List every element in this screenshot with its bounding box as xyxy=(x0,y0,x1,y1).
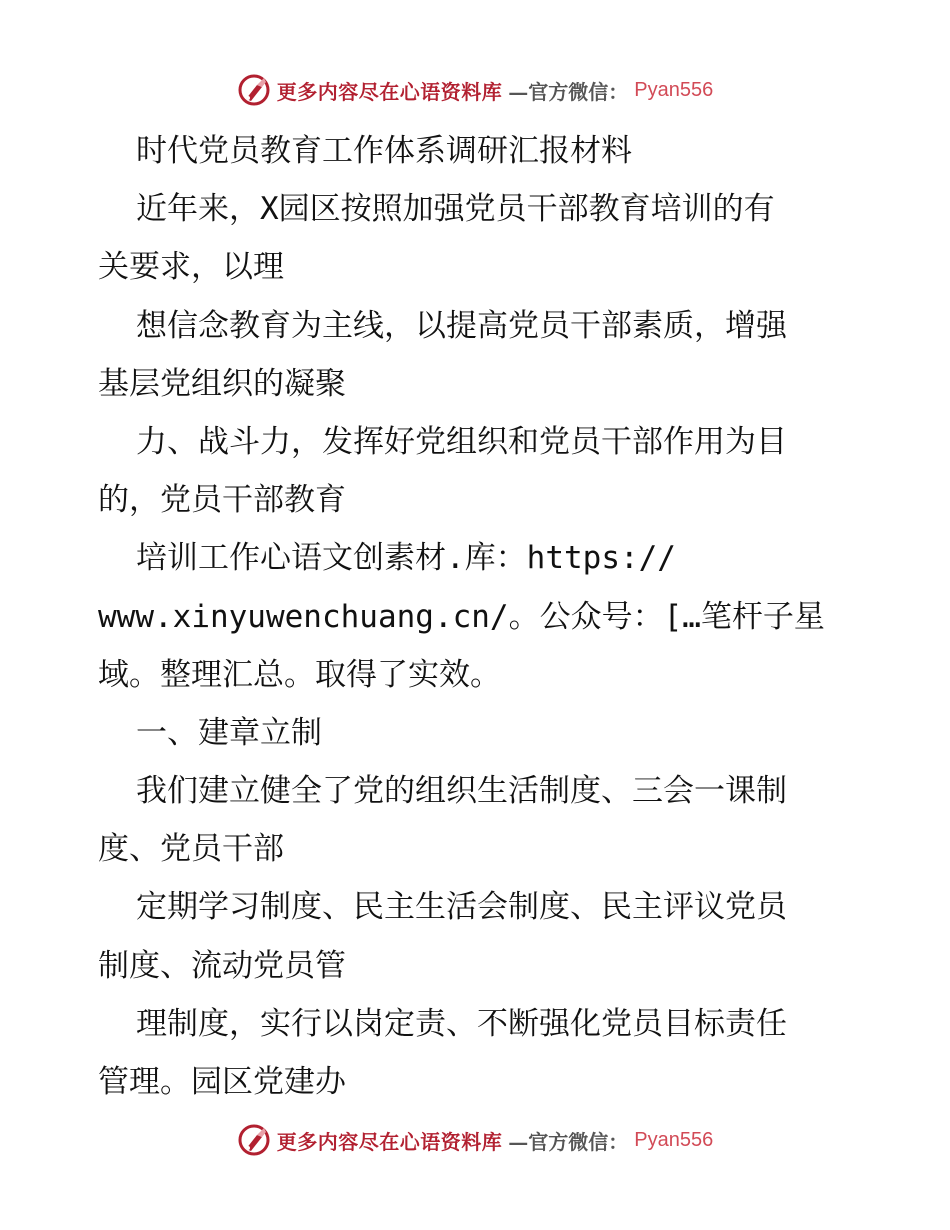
document-body xyxy=(98,122,858,1111)
document-line: 我们建立健全了党的组织生活制度、三会一课制 xyxy=(136,773,787,810)
document-line: www.xinyuwenchuang.cn/。公众号：[…笔杆子星 xyxy=(98,598,825,635)
document-line: 制度、流动党员管 xyxy=(98,947,346,984)
header-banner-wechat-id: Pyan556 xyxy=(634,78,714,101)
header-banner xyxy=(0,70,950,110)
document-line: 管理。园区党建办 xyxy=(98,1064,346,1100)
document-line: 定期学习制度、民主生活会制度、民主评议党员 xyxy=(136,889,787,926)
document-line: 想信念教育为主线，以提高党员干部素质，增强 xyxy=(136,307,787,344)
pen-nib-logo-icon xyxy=(237,73,271,107)
document-line: 时代党员教育工作体系调研汇报材料 xyxy=(136,133,632,169)
document-line: 度、党员干部 xyxy=(98,831,284,868)
document-line: 关要求，以理 xyxy=(98,249,284,286)
document-line: 基层党组织的凝聚 xyxy=(98,365,346,402)
header-banner-text: 更多内容尽在心语资料库 xyxy=(276,79,503,104)
document-line: 培训工作心语文创素材.库：https:// xyxy=(136,540,676,577)
document-line: 的，党员干部教育 xyxy=(98,482,346,519)
footer-banner-wechat-label: —官方微信： xyxy=(508,1129,629,1154)
header-banner-wechat-label: —官方微信： xyxy=(508,79,629,104)
footer-banner-wechat-id: Pyan556 xyxy=(634,1128,714,1151)
footer-banner-text: 更多内容尽在心语资料库 xyxy=(276,1129,503,1154)
document-line: 域。整理汇总。取得了实效。 xyxy=(98,656,501,693)
document-line: 理制度，实行以岗定责、不断强化党员目标责任 xyxy=(136,1005,787,1042)
pen-nib-logo-icon xyxy=(237,1123,271,1157)
document-line: 力、战斗力，发挥好党组织和党员干部作用为目 xyxy=(136,423,787,460)
document-line: 近年来，X园区按照加强党员干部教育培训的有 xyxy=(136,191,775,228)
footer-banner xyxy=(0,1120,950,1160)
document-line: 一、建章立制 xyxy=(136,714,322,751)
